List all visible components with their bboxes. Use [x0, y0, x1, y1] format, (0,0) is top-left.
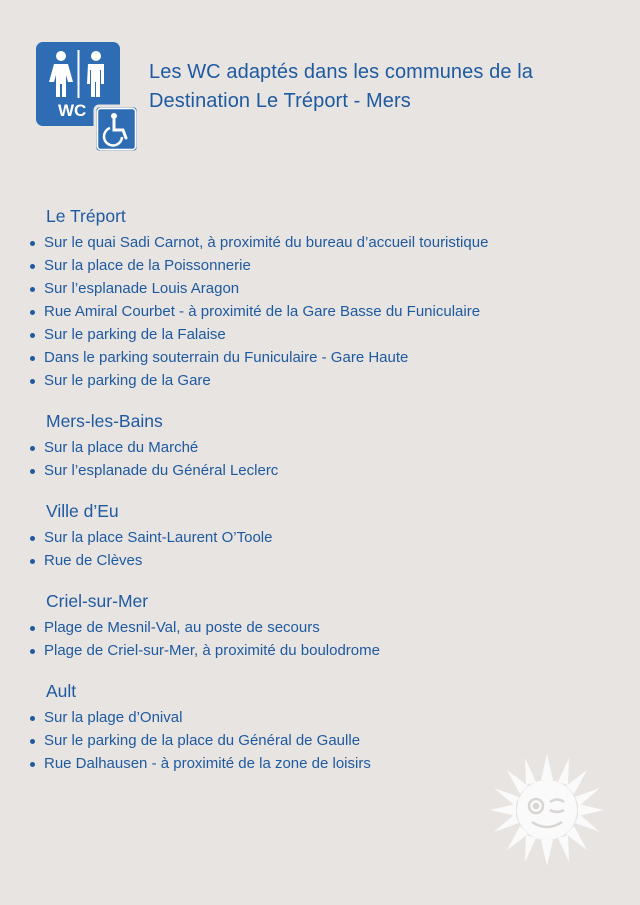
section-title: Ault — [46, 681, 77, 701]
list-item: Plage de Mesnil-Val, au poste de secours — [30, 616, 620, 639]
list-item: Sur la place de la Poissonnerie — [30, 254, 620, 277]
section-title: Ville d’Eu — [46, 501, 119, 521]
section-criel-sur-mer — [30, 590, 620, 662]
page-title — [149, 58, 619, 116]
list-item: Dans le parking souterrain du Funiculaire - Gare Haute — [30, 346, 620, 369]
list-item: Rue de Clèves — [30, 549, 620, 572]
locations-list — [30, 205, 620, 793]
wc-accessible-icon — [36, 42, 140, 154]
list-item: Sur le parking de la Falaise — [30, 323, 620, 346]
list-item: Sur la plage d’Onival — [30, 706, 620, 729]
list-item: Sur la place Saint-Laurent O’Toole — [30, 526, 620, 549]
list-item: Rue Amiral Courbet - à proximité de la Gare Basse du Funiculaire — [30, 300, 620, 323]
section-title: Le Tréport — [46, 206, 126, 226]
list-item: Sur la place du Marché — [30, 436, 620, 459]
list-item: Sur le quai Sadi Carnot, à proximité du bureau d’accueil touristique — [30, 231, 620, 254]
section-title: Mers-les-Bains — [46, 411, 163, 431]
title-line-1: Les WC adaptés dans les communes de la — [149, 61, 533, 83]
list-item: Sur le parking de la Gare — [30, 369, 620, 392]
section-ville-d-eu — [30, 500, 620, 572]
list-item: Sur l’esplanade Louis Aragon — [30, 277, 620, 300]
section-mers-les-bains — [30, 410, 620, 482]
list-item: Sur le parking de la place du Général de Gaulle — [30, 729, 620, 752]
section-le-treport — [30, 205, 620, 392]
sun-logo-icon — [488, 752, 606, 868]
title-line-2: Destination Le Tréport - Mers — [149, 90, 411, 112]
list-item: Rue Dalhausen - à proximité de la zone de loisirs — [30, 752, 620, 775]
wc-label: WC — [58, 101, 87, 120]
section-title: Criel-sur-Mer — [46, 591, 149, 611]
list-item: Sur l’esplanade du Général Leclerc — [30, 459, 620, 482]
list-item: Plage de Criel-sur-Mer, à proximité du boulodrome — [30, 639, 620, 662]
